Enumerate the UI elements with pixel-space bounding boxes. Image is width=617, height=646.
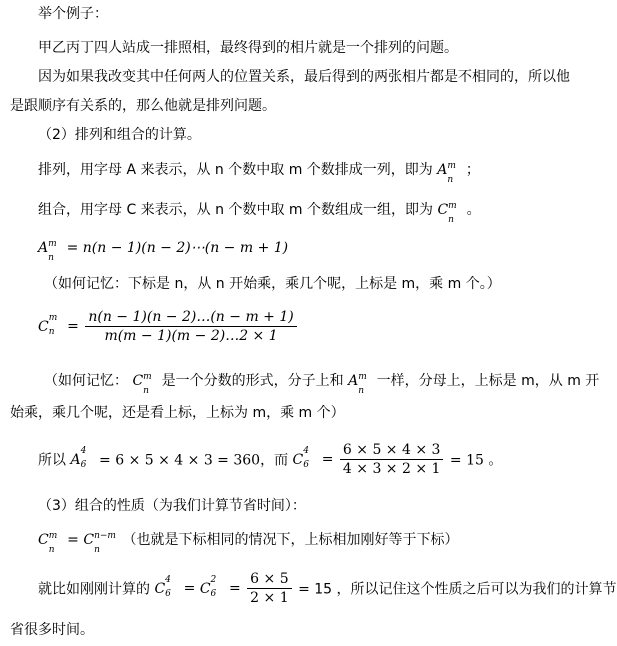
c-6-2-fraction (247, 570, 291, 607)
c-6-4-equals: = (321, 451, 334, 468)
combination-symbol: C m n (437, 201, 457, 225)
c-n-n-minus-m-symbol: C n−m n (83, 531, 116, 555)
c-n-m-symbol: C m n (38, 531, 58, 555)
permutation-symbol-inline: A m n (348, 372, 367, 396)
combination-memory-tip-end: 一样，分母上，上标是 m，从 m 开 (376, 373, 600, 389)
combination-formula-numerator: n(n − 1)(n − 2)…(n − m + 1) (85, 308, 296, 327)
permutation-formula-rhs: = n(n − 1)(n − 2)⋯(n − m + 1) (66, 240, 289, 256)
permutation-memory-tip: （如何记忆：下标是 n，从 n 开始乘，乘几个呢，上标是 m，乘 m 个。） (44, 276, 501, 292)
combination-definition (38, 200, 481, 225)
combination-formula-denominator: m(m − 1)(m − 2)…2 × 1 (104, 328, 278, 344)
section-heading-2: （2）排列和组合的计算。 (38, 127, 201, 143)
a-6-4-symbol: A 4 6 (70, 445, 87, 470)
combination-property (38, 530, 459, 555)
permutation-definition-end: ； (465, 162, 480, 178)
paragraph-reason-line1: 因为如果我改变其中任何两人的位置关系，最后得到的两张相片都是不相同的，所以他 (38, 69, 570, 85)
property-example-line2: 省很多时间。 (10, 622, 94, 638)
permutation-definition-text: 排列，用字母 A 来表示，从 n 个数中取 m 个数排成一列，即为 (38, 162, 433, 178)
paragraph-reason-line2: 是跟顺序有关系的，那么他就是排列问题。 (10, 98, 276, 114)
property-example-equals: = (183, 580, 196, 597)
combination-memory-tip-middle: 是一个分数的形式，分子上和 (161, 373, 344, 389)
combination-definition-text: 组合，用字母 C 来表示，从 n 个数中取 m 个数组成一组，即为 (38, 202, 433, 218)
c-6-4-fraction (340, 441, 444, 478)
combination-memory-tip-line1 (44, 371, 600, 396)
c-6-2-denominator: 2 × 1 (250, 590, 289, 606)
combination-memory-tip-start: （如何记忆： (44, 373, 128, 389)
combination-memory-tip-line2: 始乘，乘几个呢，还是看上标，上标为 m，乘 m 个） (10, 405, 345, 421)
combination-symbol-inline: C m n (132, 372, 152, 396)
permutation-symbol: A m n (437, 161, 456, 185)
combination-formula (38, 308, 299, 345)
paragraph-example-heading: 举个例子： (38, 6, 108, 22)
c-6-4-numerator: 6 × 5 × 4 × 3 (340, 441, 444, 460)
combination-formula-equals: = (67, 318, 79, 335)
c-6-4-denominator: 4 × 3 × 2 × 1 (342, 461, 441, 477)
combination-formula-lhs: C m n (38, 312, 58, 337)
paragraph-photo-example: 甲乙丙丁四人站成一排照相，最终得到的相片就是一个排列的问题。 (38, 40, 458, 56)
combination-definition-end: 。 (466, 202, 481, 218)
combination-property-equals: = (67, 532, 79, 548)
permutation-formula-lhs: A m n (38, 239, 57, 263)
c-6-4-value: = 15 。 (449, 452, 503, 469)
c-6-2-symbol: C 2 6 (199, 574, 217, 599)
a-6-4-value: = 6 × 5 × 4 × 3 = 360，而 (99, 452, 289, 469)
property-example-suffix: = 15 ，所以记住这个性质之后可以为我们的计算节 (298, 581, 617, 598)
combination-property-explanation: （也就是下标相同的情况下，上标相加刚好等于下标） (122, 532, 459, 548)
c-6-4-symbol: C 4 6 (292, 445, 309, 470)
permutation-formula (38, 238, 289, 263)
c-6-2-numerator: 6 × 5 (247, 570, 291, 589)
permutation-definition (38, 160, 480, 185)
c-6-2-equals: = (228, 580, 241, 597)
example-computation (38, 441, 502, 478)
property-example-prefix: 就比如刚刚计算的 (38, 581, 150, 598)
c-6-4-symbol-2: C 4 6 (154, 574, 171, 599)
example-computation-prefix: 所以 (38, 452, 66, 469)
section-heading-3: （3）组合的性质（为我们计算节省时间）： (38, 498, 306, 514)
property-example (38, 570, 617, 607)
combination-formula-fraction (85, 308, 296, 345)
